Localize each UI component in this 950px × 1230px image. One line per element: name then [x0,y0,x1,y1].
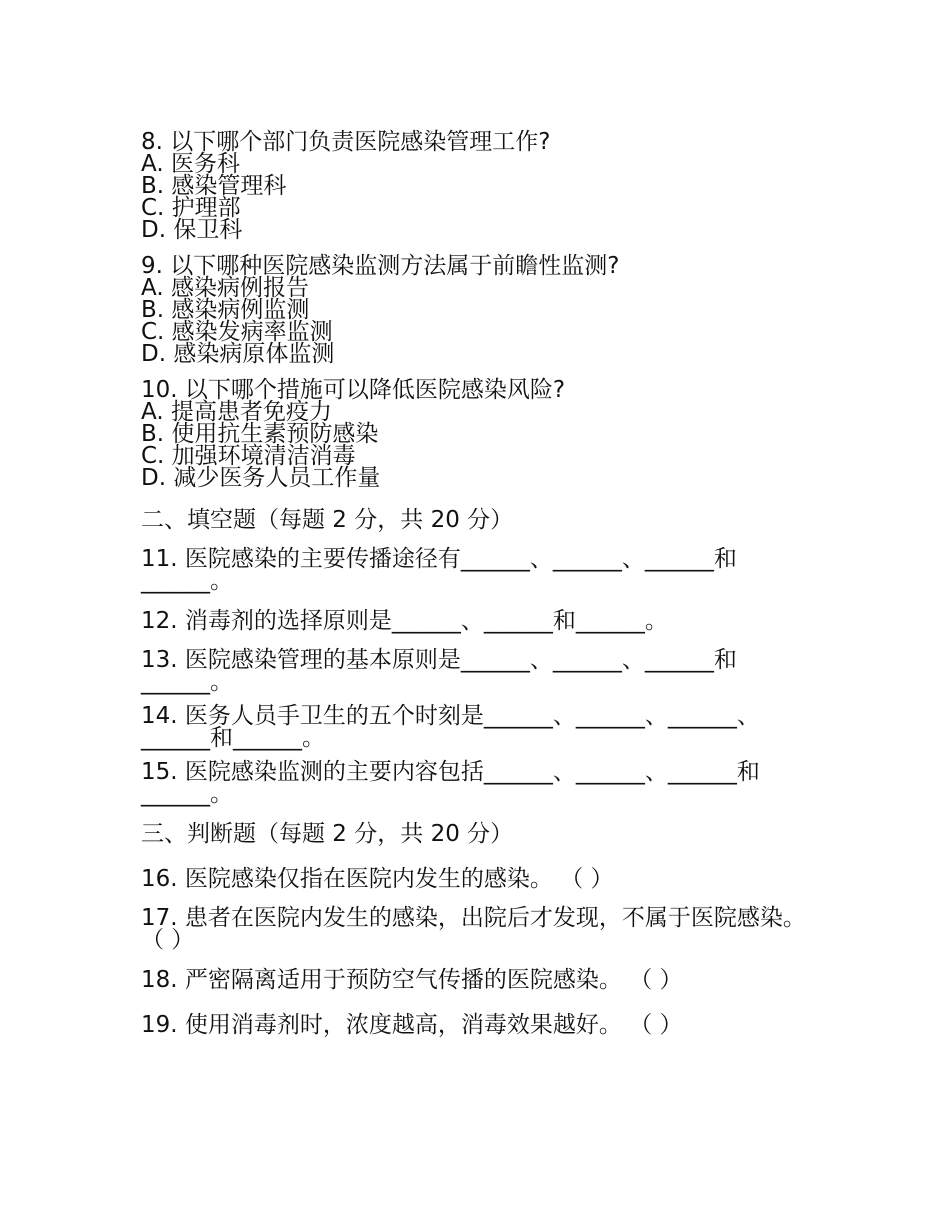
option-b: B. 使用抗生素预防感染 [141,421,379,447]
exam-content [141,131,821,1053]
question-9 [141,255,821,365]
option-c: C. 加强环境清洁消毒 [141,443,356,469]
question-17: 17. 患者在医院内发生的感染，出院后才发现，不属于医院感染。 （ ） [141,905,806,953]
option-c: C. 护理部 [141,195,241,221]
option-d: D. 减少医务人员工作量 [141,465,381,491]
question-16: 16. 医院感染仅指在医院内发生的感染。 （ ） [141,866,614,892]
question-14: 14. 医务人员手卫生的五个时刻是______、______、______、______和______。 [141,703,760,751]
question-8 [141,131,821,241]
option-d: D. 保卫科 [141,217,243,243]
section-heading-fill-in: 二、填空题（每题 2 分，共 20 分） [141,507,514,533]
question-11: 11. 医院感染的主要传播途径有______、______、______和______。 [141,546,737,594]
option-a: A. 提高患者免疫力 [141,399,332,425]
question-15: 15. 医院感染监测的主要内容包括______、______、______和______。 [141,759,760,807]
section-heading-true-false: 三、判断题（每题 2 分，共 20 分） [141,821,514,847]
option-d: D. 感染病原体监测 [141,341,335,367]
question-stem: 10. 以下哪个措施可以降低医院感染风险? [141,377,566,403]
question-12: 12. 消毒剂的选择原则是______、______和______。 [141,608,668,634]
option-b: B. 感染病例监测 [141,297,310,323]
question-13: 13. 医院感染管理的基本原则是______、______、______和______。 [141,647,737,695]
question-18: 18. 严密隔离适用于预防空气传播的医院感染。 （ ） [141,967,683,993]
option-c: C. 感染发病率监测 [141,319,333,345]
question-10 [141,379,821,489]
question-stem: 8. 以下哪个部门负责医院感染管理工作? [141,129,551,155]
option-a: A. 感染病例报告 [141,275,309,301]
option-a: A. 医务科 [141,151,240,177]
question-19: 19. 使用消毒剂时，浓度越高，消毒效果越好。 （ ） [141,1012,683,1038]
option-b: B. 感染管理科 [141,173,287,199]
question-stem: 9. 以下哪种医院感染监测方法属于前瞻性监测? [141,253,620,279]
